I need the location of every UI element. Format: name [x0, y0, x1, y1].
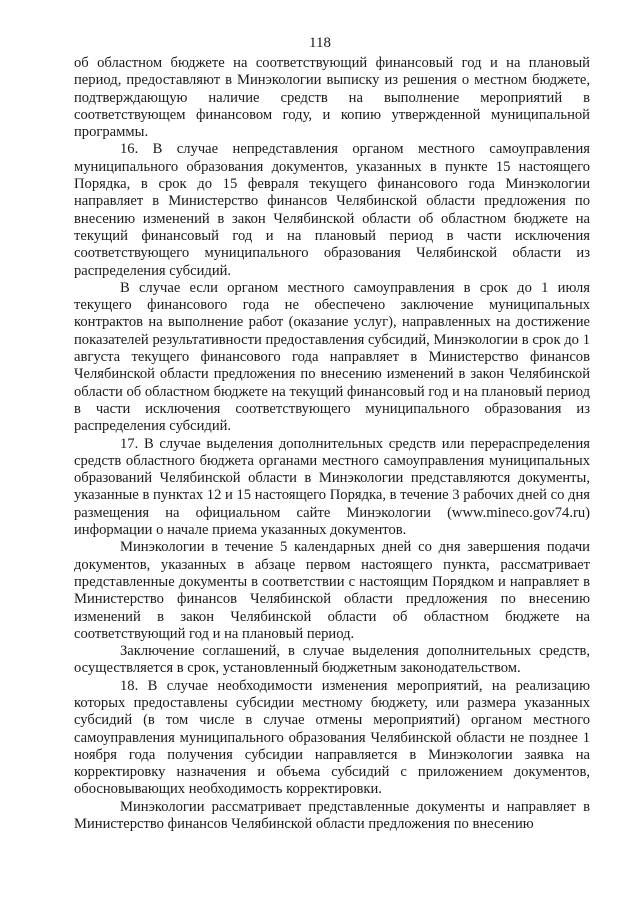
document-body: [74, 55, 590, 833]
paragraph-item-16-contracts: В случае если органом местного самоуправления в срок до 1 июля текущего финансового года не обеспечено заключение муниципальных контрактов на выполнение работ (оказание услуг), направленных на достижение показателей результативности предоставления субсидий, Минэкологии в срок до 1 августа текущего финансового года направляет в Министерство финансов Челябинской области предложения по внесению изменений в закон Челябинской области об областном бюджете на текущий финансовый год и на плановый период в части исключения соответствующего муниципального образования из распределения субсидий.: [74, 279, 590, 435]
paragraph-item-18: 18. В случае необходимости изменения мероприятий, на реализацию которых предоставлены субсидии местному бюджету, или размера указанных субсидий (в том числе в случае отмены мероприятий) органом местного самоуправления муниципального образования Челябинской области не позднее 1 ноября года получения субсидии направляется в Минэкологии заявка на корректировку назначения и объема субсидий с приложением документов, обосновывающих необходимость корректировки.: [74, 677, 590, 798]
paragraph-item-17-agreements: Заключение соглашений, в случае выделения дополнительных средств, осуществляется в срок, установленный бюджетным законодательством.: [74, 643, 590, 677]
paragraph-item-16: 16. В случае непредставления органом местного самоуправления муниципального образования документов, указанных в пункте 15 настоящего Порядка, в срок до 15 февраля текущего финансового года Минэкологии направляет в Министерство финансов Челябинской области предложения по внесению изменений в закон Челябинской области об областном бюджете на текущий финансовый год и на плановый период в части исключения соответствующего муниципального образования Челябинской области из распределения субсидий.: [74, 141, 590, 279]
paragraph-continuation: об областном бюджете на соответствующий финансовый год и на плановый период, предоставляют в Минэкологии выписку из решения о местном бюджете, подтверждающую наличие средств на выполнение мероприятий в соответствующем финансовом году, и копию утвержденной муниципальной программы.: [74, 55, 590, 141]
paragraph-item-17-review: Минэкологии в течение 5 календарных дней со дня завершения подачи документов, указанных в абзаце первом настоящего пункта, рассматривает представленные документы в соответствии с настоящим Порядком и направляет в Министерство финансов Челябинской области предложения по внесению изменений в закон Челябинской области об областном бюджете на соответствующий год и на плановый период.: [74, 539, 590, 642]
paragraph-item-17: 17. В случае выделения дополнительных средств или перераспределения средств областного бюджета органами местного самоуправления муниципальных образований Челябинской области в Минэкологии представляются документы, указанные в пунктах 12 и 15 настоящего Порядка, в течение 3 рабочих дней со дня размещения на официальном сайте Минэкологии (www.mineco.gov74.ru) информации о начале приема указанных документов.: [74, 435, 590, 539]
page-number: 118: [309, 35, 331, 51]
paragraph-item-18-review: Минэкологии рассматривает представленные документы и направляет в Министерство финансов Челябинской области предложения по внесению: [74, 798, 590, 833]
